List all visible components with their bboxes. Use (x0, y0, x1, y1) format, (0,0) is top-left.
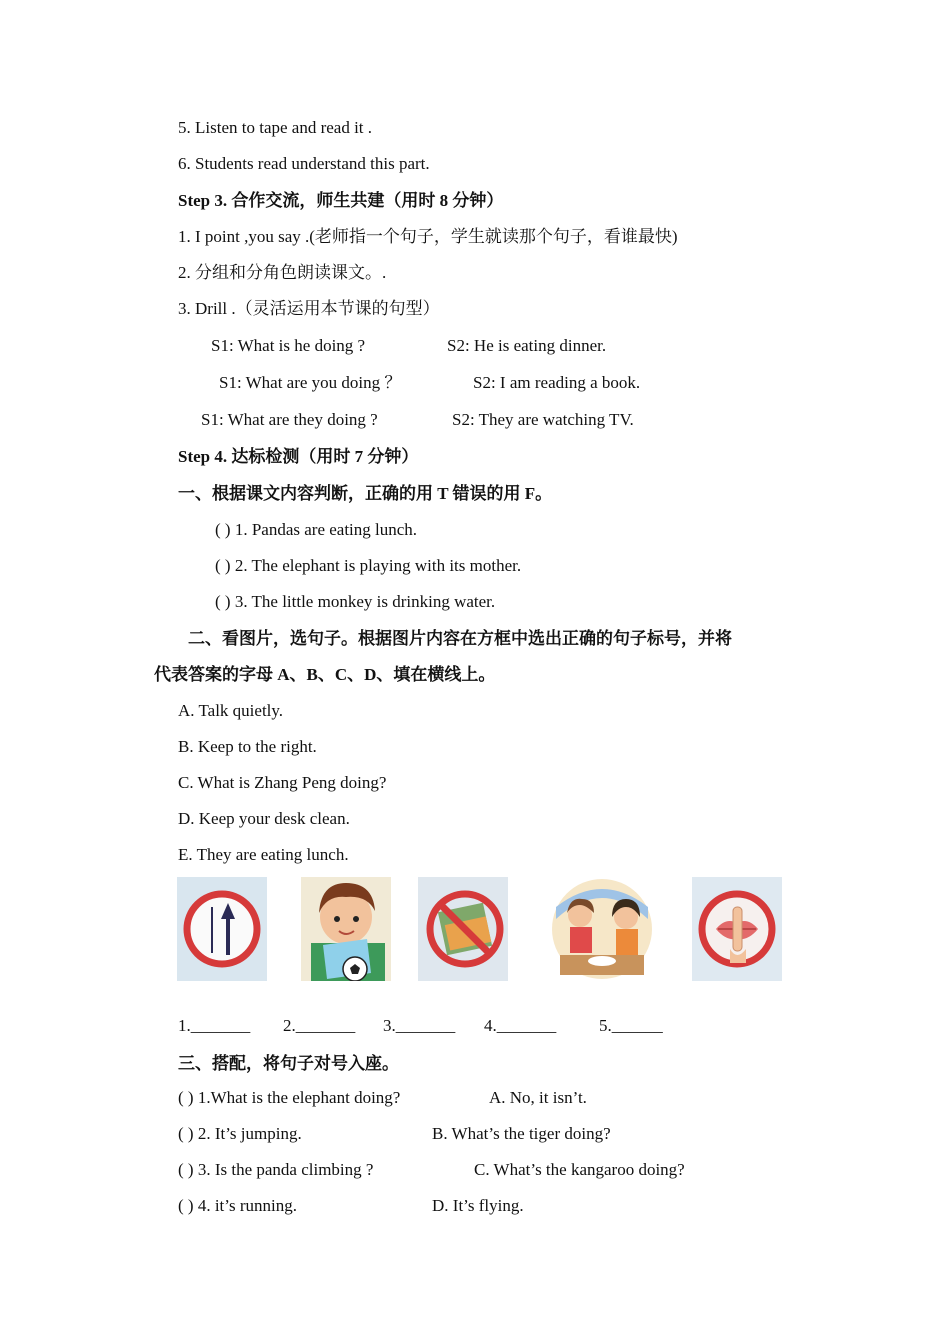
answer-blank-3: 3._______ (383, 1016, 456, 1035)
part3-title: 三、搭配，将句子对号入座。 (178, 1054, 399, 1073)
answer-blank-2: 2._______ (283, 1016, 356, 1035)
keep-right-sign-icon (177, 877, 267, 981)
drill-question-3: S1: What are they doing ? (201, 410, 378, 429)
part2-title-line-1: 二、看图片，选句子。根据图片内容在方框中选出正确的句子标号，并将 (188, 629, 732, 648)
boy-reading-icon (301, 877, 391, 981)
no-littering-sign-icon (418, 877, 508, 981)
answer-blank-4: 4._______ (484, 1016, 557, 1035)
option-a: A. Talk quietly. (178, 701, 284, 720)
answer-blank-1: 1._______ (178, 1016, 251, 1035)
match-answer-a: A. No, it isn’t. (489, 1088, 587, 1107)
part1-item-3: ( ) 3. The little monkey is drinking water. (215, 592, 496, 611)
step3-heading: Step 3. 合作交流，师生共建（用时 8 分钟） (178, 191, 504, 210)
step4-heading: Step 4. 达标检测（用时 7 分钟） (178, 447, 419, 466)
drill-question-1: S1: What is he doing ? (211, 336, 366, 355)
drill-answer-3: S2: They are watching TV. (452, 410, 634, 429)
part1-title: 一、根据课文内容判断，正确的用 T 错误的用 F。 (178, 484, 553, 503)
option-d: D. Keep your desk clean. (178, 809, 350, 828)
drill-answer-1: S2: He is eating dinner. (447, 336, 607, 355)
match-answer-d: D. It’s flying. (432, 1196, 524, 1215)
option-c: C. What is Zhang Peng doing? (178, 773, 387, 792)
step3-item-3: 3. Drill .（灵活运用本节课的句型） (178, 299, 440, 318)
step2-item-5: 5. Listen to tape and read it . (178, 118, 373, 137)
answer-blank-5: 5.______ (599, 1016, 663, 1035)
match-answer-c: C. What’s the kangaroo doing? (474, 1160, 685, 1179)
drill-question-2: S1: What are you doing ？ (219, 373, 402, 392)
step3-item-1: 1. I point ,you say .(老师指一个句子，学生就读那个句子，看谁最快) (178, 227, 678, 246)
option-b: B. Keep to the right. (178, 737, 317, 756)
match-question-4: ( ) 4. it’s running. (178, 1196, 297, 1215)
part1-item-2: ( ) 2. The elephant is playing with its mother. (215, 556, 522, 575)
match-question-2: ( ) 2. It’s jumping. (178, 1124, 302, 1143)
step2-item-6: 6. Students read understand this part. (178, 154, 430, 173)
part2-title-line-2: 代表答案的字母 A、B、C、D、填在横线上。 (154, 665, 496, 684)
match-question-1: ( ) 1.What is the elephant doing? (178, 1088, 401, 1107)
drill-answer-2: S2: I am reading a book. (473, 373, 641, 392)
quiet-sign-icon (692, 877, 782, 981)
option-e: E. They are eating lunch. (178, 845, 349, 864)
children-eating-icon (550, 877, 654, 981)
part1-item-1: ( ) 1. Pandas are eating lunch. (215, 520, 418, 539)
step3-item-2: 2. 分组和分角色朗读课文。. (178, 263, 387, 282)
match-question-3: ( ) 3. Is the panda climbing ? (178, 1160, 374, 1179)
match-answer-b: B. What’s the tiger doing? (432, 1124, 611, 1143)
